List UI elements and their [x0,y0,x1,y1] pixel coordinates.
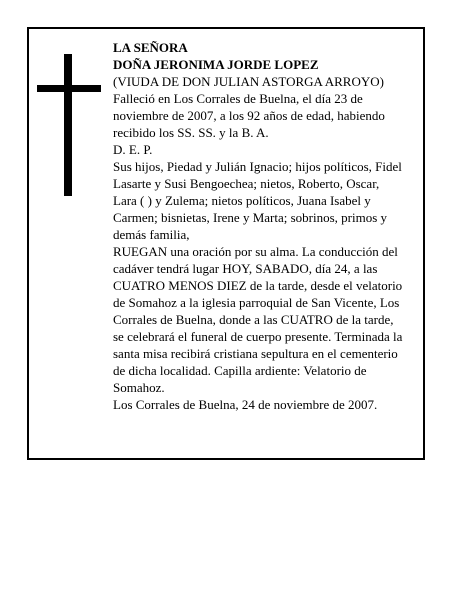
request-line: de dicha localidad. Capilla ardiente: Velatorio de [113,363,367,378]
place-date-line: Los Corrales de Buelna, 24 de noviembre de 2007. [113,397,378,412]
notice-title: LA SEÑORA [113,40,188,55]
request-line: cadáver tendrá lugar HOY, SABADO, día 24, a las [113,261,378,276]
family-line: Lasarte y Susi Bengoechea; nietos, Roberto, Oscar, [113,176,380,191]
family-line: Sus hijos, Piedad y Julián Ignacio; hijos políticos, Fidel [113,159,402,174]
request-line: santa misa recibirá cristiana sepultura en el cementerio [113,346,398,361]
request-line: CUATRO MENOS DIEZ de la tarde, desde el velatorio [113,278,403,293]
obituary-text [113,39,413,413]
cross-icon [37,54,101,196]
request-line: de Somahoz a la iglesia parroquial de San Vicente, Los [113,295,400,310]
death-line: recibido los SS. SS. y la B. A. [113,125,269,140]
cross-vertical-bar [64,54,72,196]
family-line: Lara ( ) y Zulema; nietos políticos, Juana Isabel y [113,193,371,208]
request-line: Somahoz. [113,380,165,395]
request-line: RUEGAN una oración por su alma. La conducción del [113,244,398,259]
request-line: se celebrará el funeral de cuerpo presente. Terminada la [113,329,403,344]
dep-line: D. E. P. [113,142,153,157]
request-line: Corrales de Buelna, donde a las CUATRO de la tarde, [113,312,394,327]
cross-horizontal-bar [37,85,101,92]
widow-of-line: (VIUDA DE DON JULIAN ASTORGA ARROYO) [113,74,384,89]
family-line: Carmen; bisnietas, Irene y Marta; sobrinos, primos y [113,210,388,225]
deceased-name: DOÑA JERONIMA JORDE LOPEZ [113,57,319,72]
family-line: demás familia, [113,227,190,242]
death-line: Falleció en Los Corrales de Buelna, el día 23 de [113,91,363,106]
death-line: noviembre de 2007, a los 92 años de edad, habiendo [113,108,385,123]
